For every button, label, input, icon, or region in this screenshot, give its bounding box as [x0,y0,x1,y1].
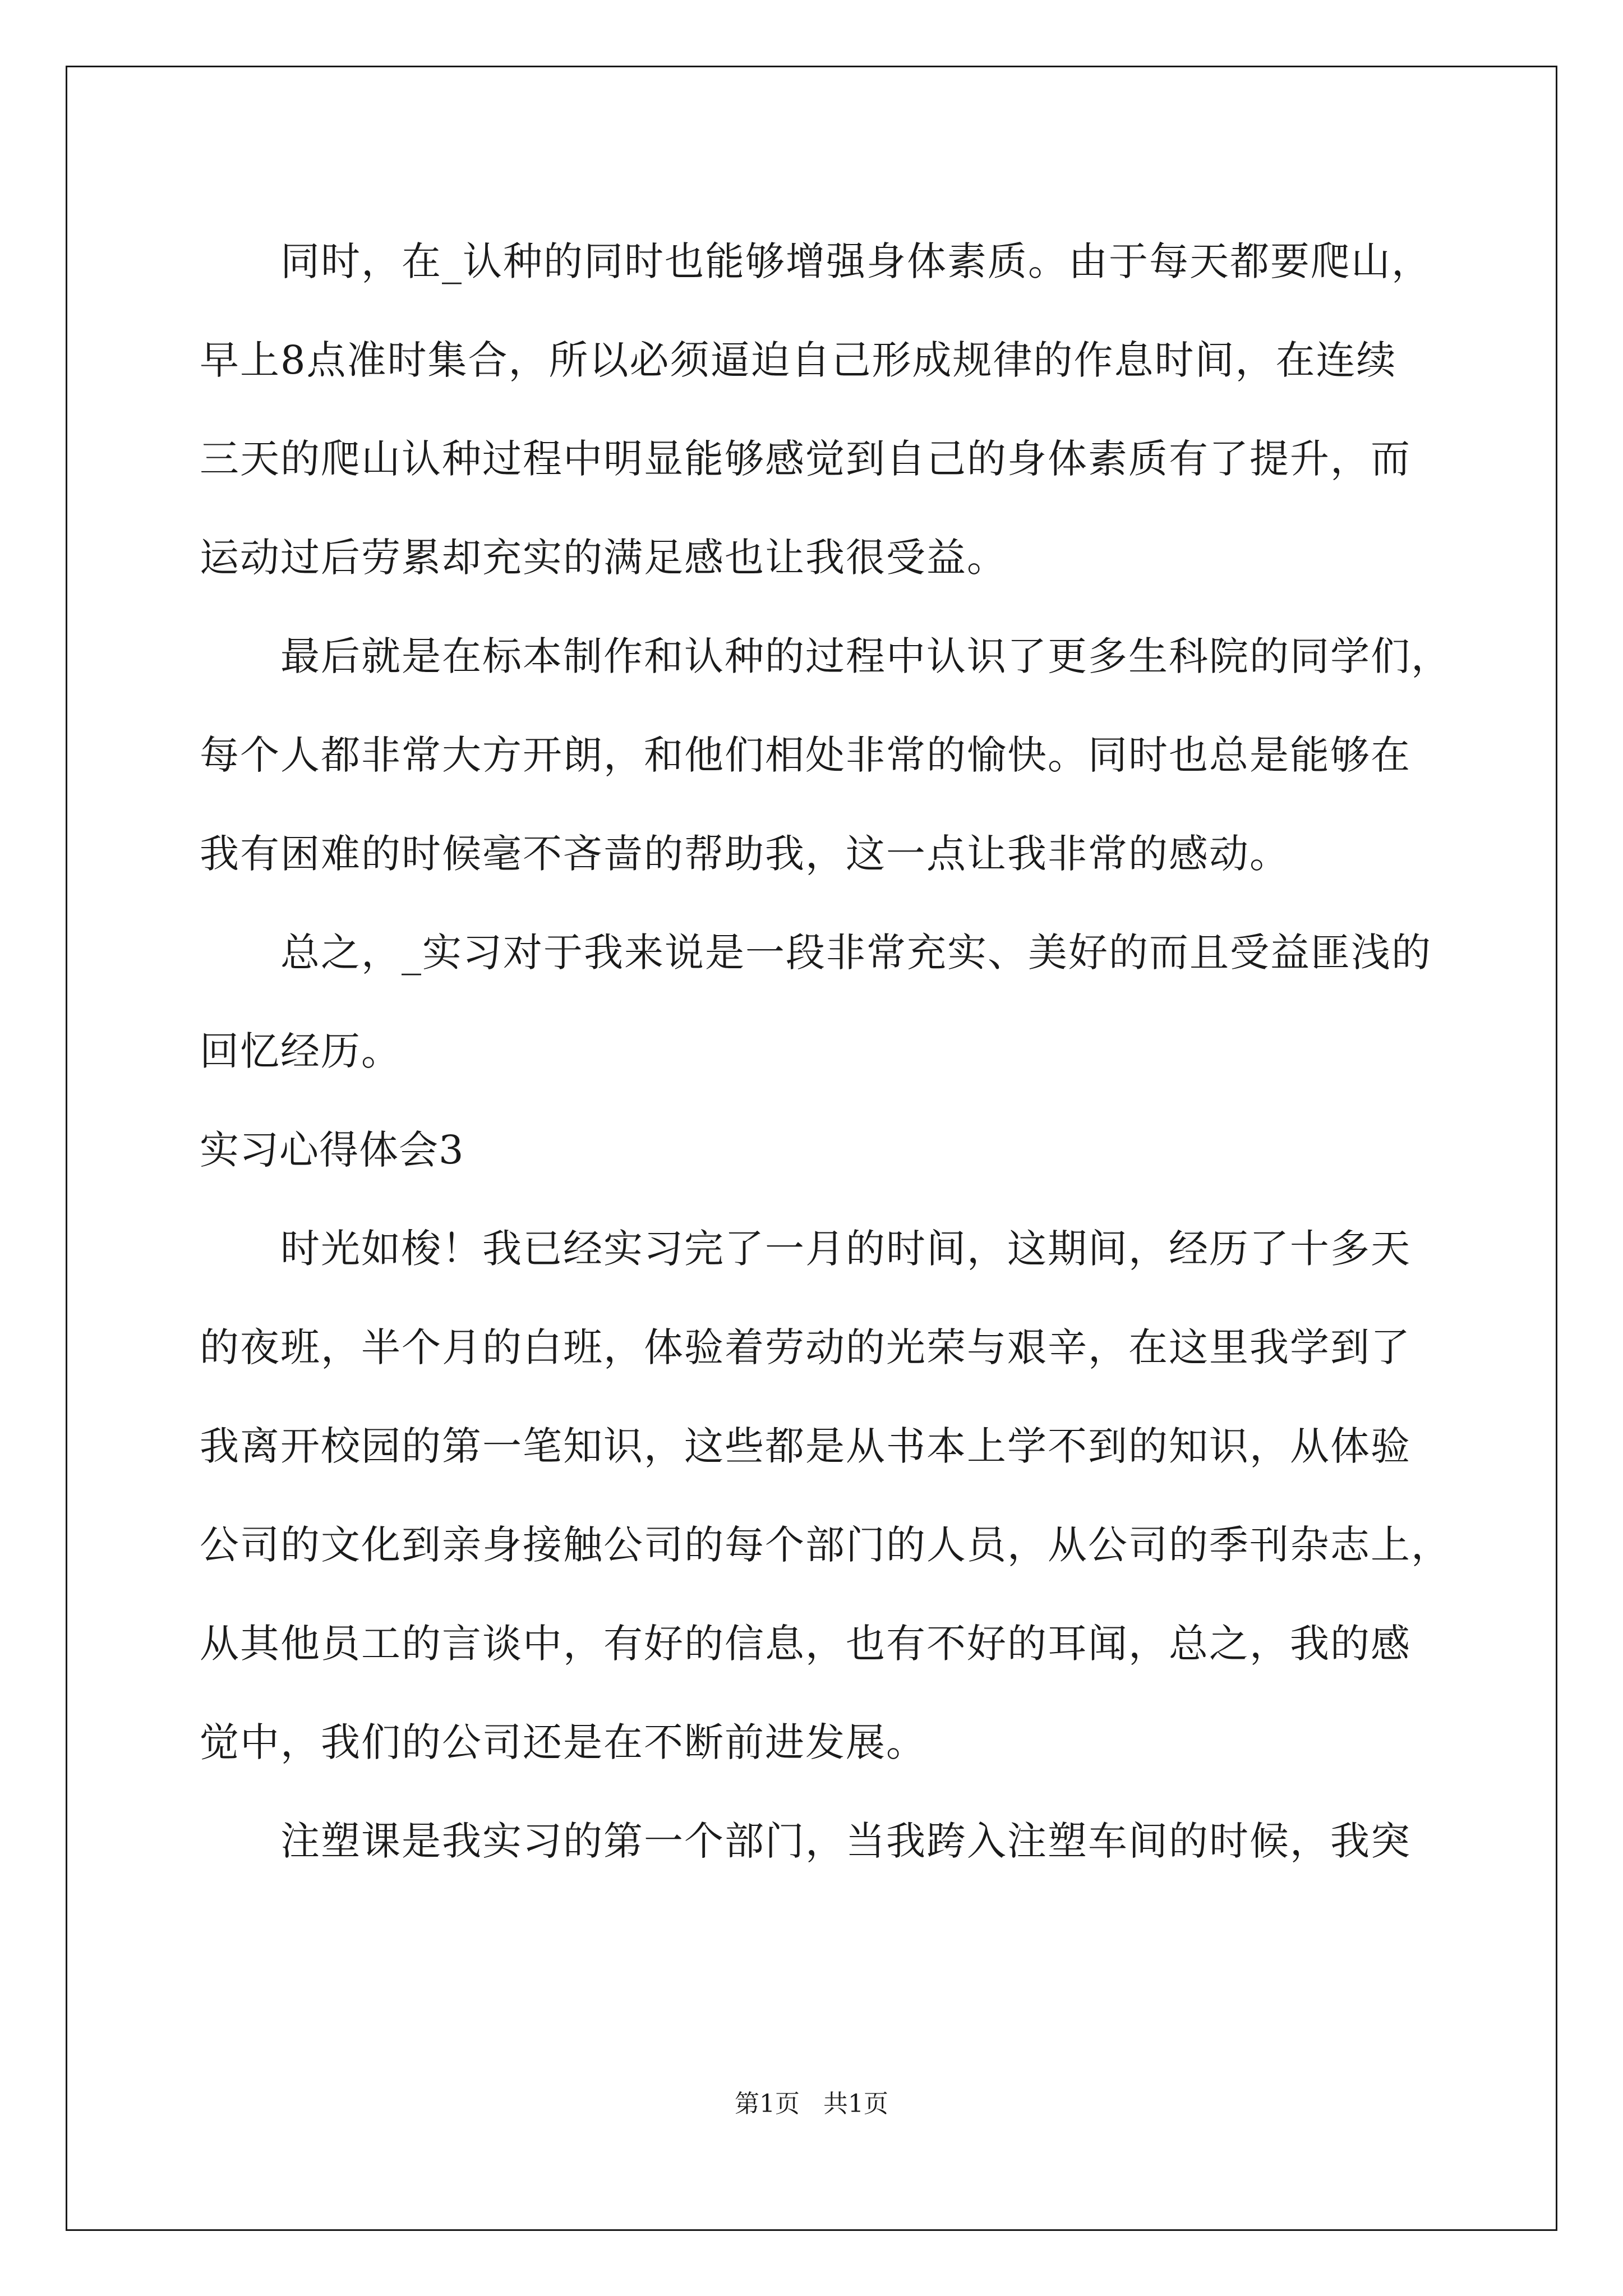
section-heading: 实习心得体会3 [200,1127,464,1173]
paragraph-line: 我离开校园的第一笔知识，这些都是从书本上学不到的知识，从体验 [200,1423,1411,1469]
paragraph-line: 注塑课是我实习的第一个部门，当我跨入注塑车间的时候，我突 [280,1818,1411,1864]
paragraph-line: 时光如梭！我已经实习完了一月的时间，这期间，经历了十多天 [280,1226,1411,1272]
paragraph-line: 运动过后劳累却充实的满足感也让我很受益。 [200,535,1007,581]
page-footer: 第1页 共1页 [735,2090,888,2118]
paragraph-line: 的夜班，半个月的白班，体验着劳动的光荣与艰辛，在这里我学到了 [200,1324,1411,1370]
document-body [200,212,1451,1890]
paragraph-line: 同时，在_认种的同时也能够增强身体素质。由于每天都要爬山， [280,238,1432,284]
paragraph-line: 总之，_实习对于我来说是一段非常充实、美好的而且受益匪浅的 [280,930,1432,976]
paragraph-line: 觉中，我们的公司还是在不断前进发展。 [200,1719,926,1765]
paragraph-line: 三天的爬山认种过程中明显能够感觉到自己的身体素质有了提升，而 [200,436,1411,482]
paragraph-line: 早上8点准时集合，所以必须逼迫自己形成规律的作息时间，在连续 [200,337,1397,383]
paragraph-line: 从其他员工的言谈中，有好的信息，也有不好的耳闻，总之，我的感 [200,1621,1411,1667]
paragraph-line: 公司的文化到亲身接触公司的每个部门的人员，从公司的季刊杂志上， [200,1522,1451,1568]
paragraph-line: 每个人都非常大方开朗，和他们相处非常的愉快。同时也总是能够在 [200,732,1411,778]
paragraph-line: 我有困难的时候毫不吝啬的帮助我，这一点让我非常的感动。 [200,831,1290,877]
paragraph-line: 最后就是在标本制作和认种的过程中认识了更多生科院的同学们， [280,633,1451,679]
paragraph-line: 回忆经历。 [200,1028,402,1074]
